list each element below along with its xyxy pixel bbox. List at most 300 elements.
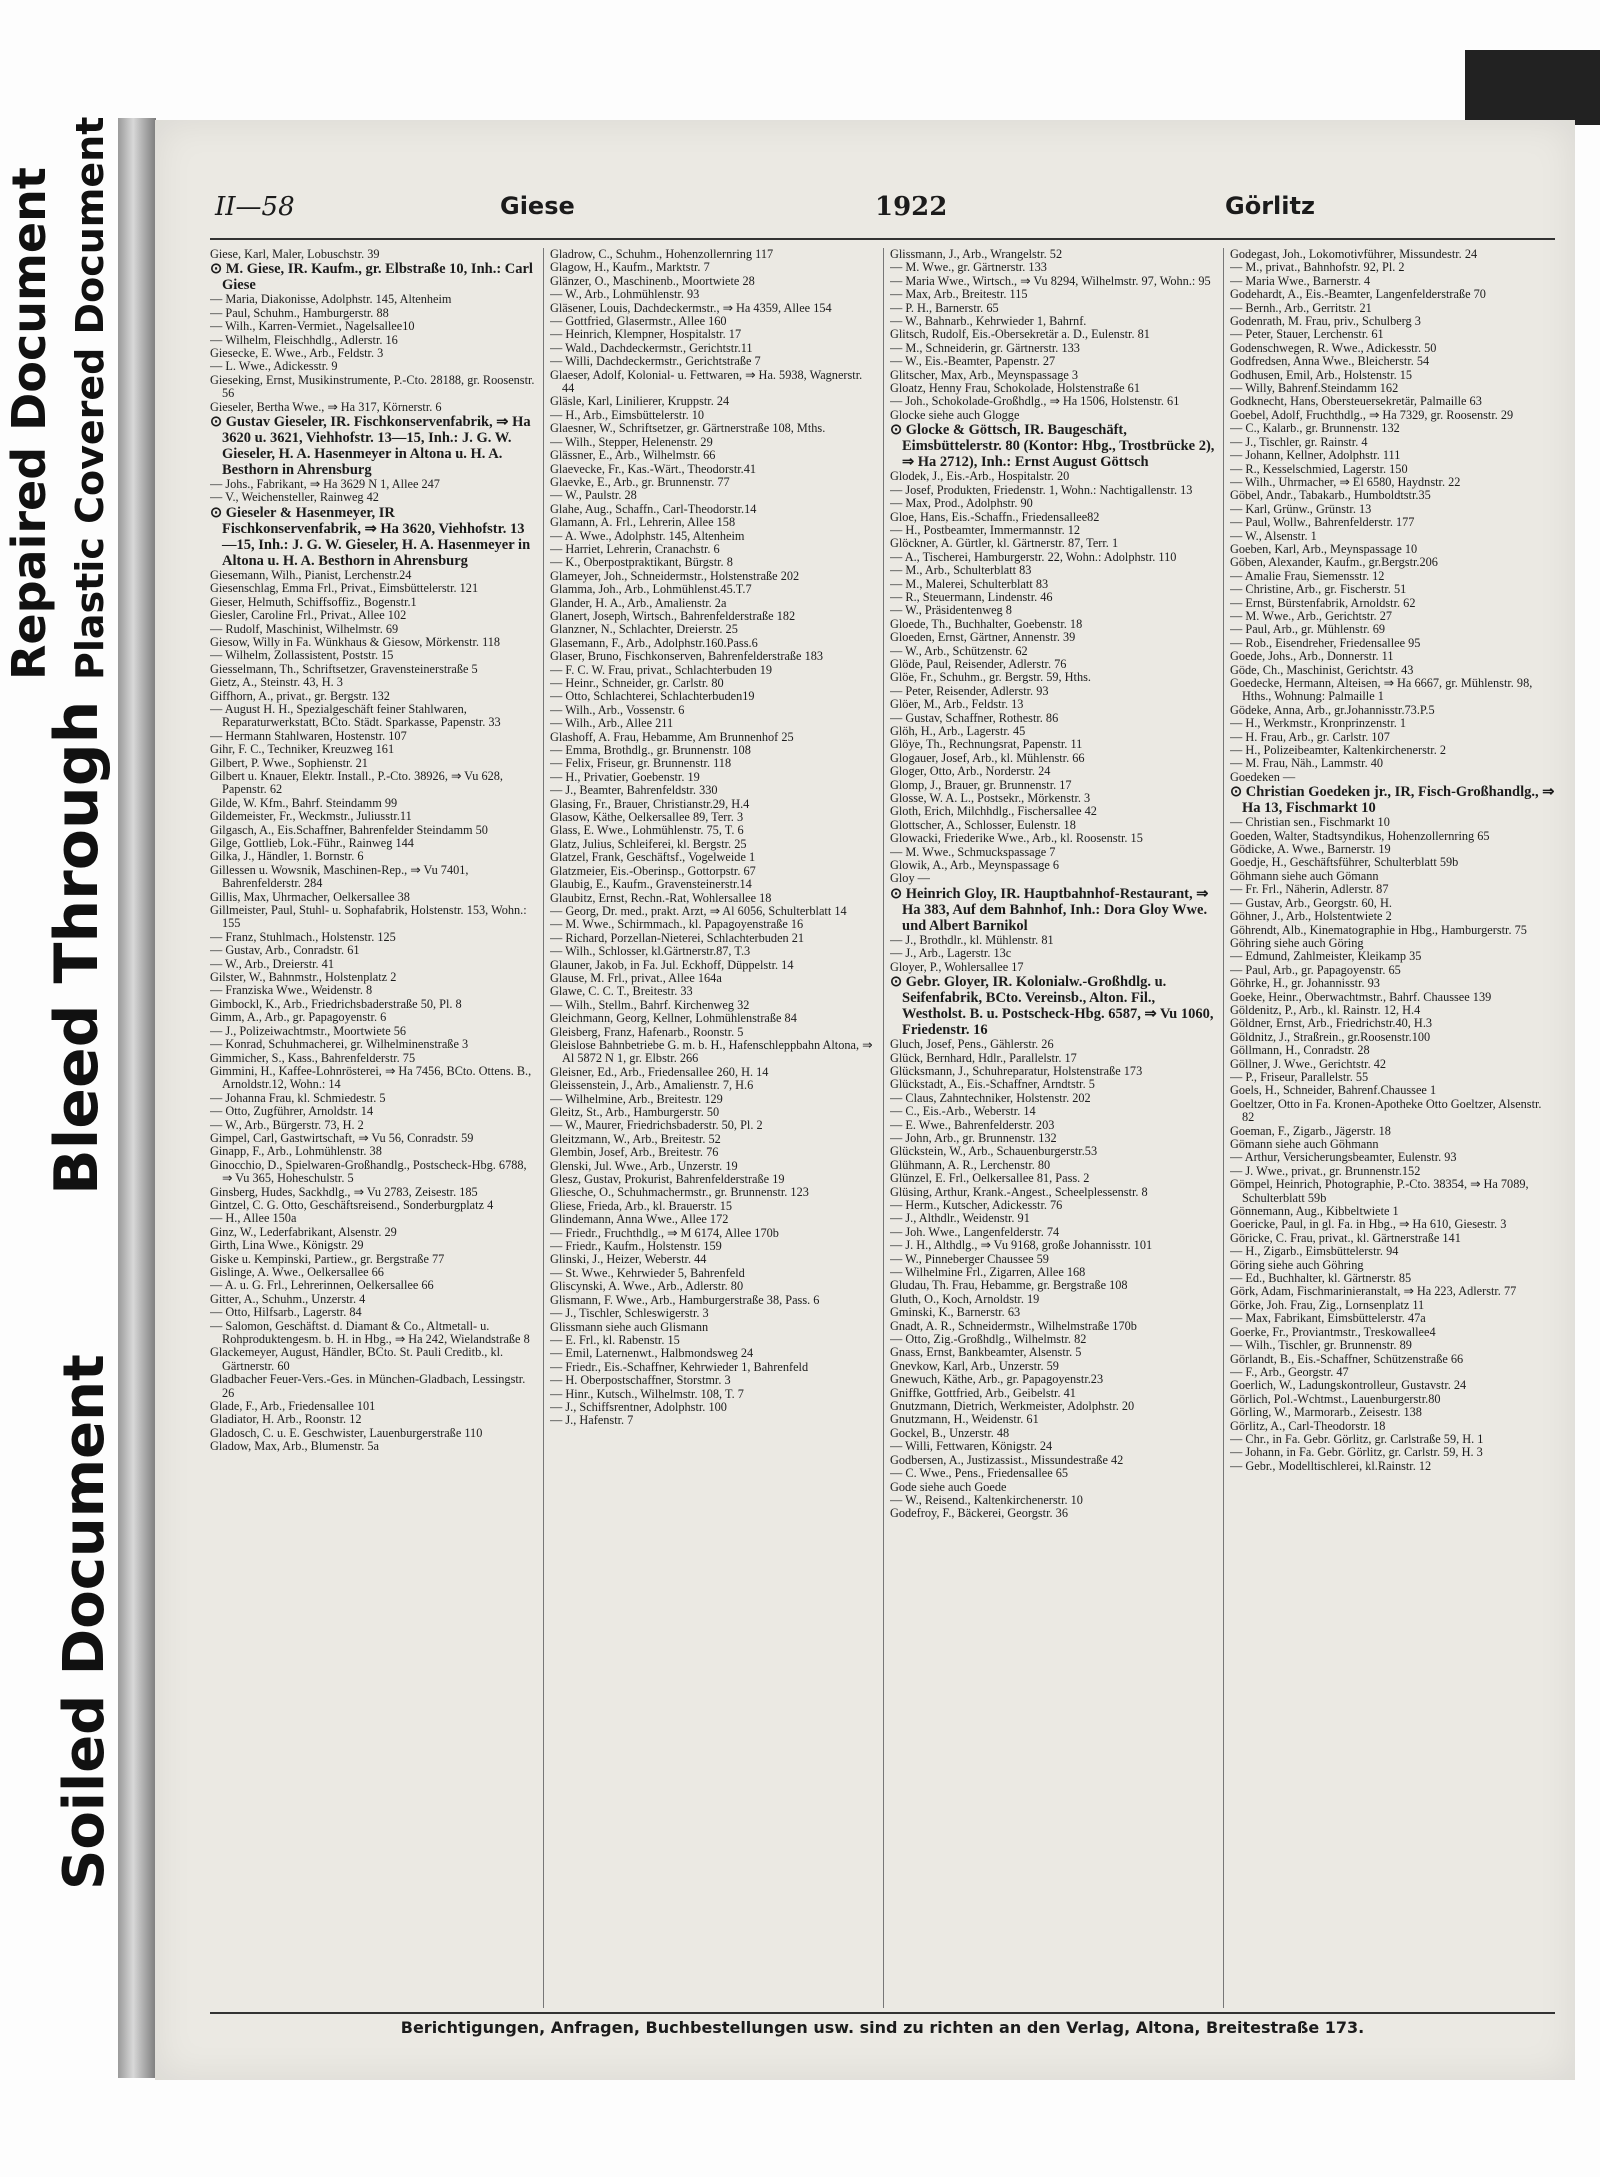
directory-entry: — Peter, Stauer, Lerchenstr. 61 — [1230, 327, 1384, 342]
directory-entry: Giesemann, Wilh., Pianist, Lerchenstr.24 — [210, 567, 412, 582]
directory-entry: — Wilh., Karren-Vermiet., Nagelsallee10 — [210, 319, 415, 334]
directory-entry: Glöye, Th., Rechnungsrat, Papenstr. 11 — [890, 737, 1083, 752]
directory-entry: — K., Oberpostpraktikant, Bürgstr. 8 — [550, 555, 733, 570]
directory-entry: Glinski, J., Heizer, Weberstr. 44 — [550, 1252, 707, 1267]
directory-entry: — Joh., Schokolade-Großhdlg., ⇒ Ha 1506, Holstenstr. 61 — [890, 394, 1180, 409]
directory-entry: — Gustav, Arb., Georgstr. 60, H. — [1230, 895, 1392, 910]
directory-entry: Gnutzmann, H., Weidenstr. 61 — [890, 1412, 1039, 1427]
directory-entry: — Konrad, Schuhmacherei, gr. Wilhelminenstraße 3 — [210, 1037, 469, 1052]
directory-entry: — W., Arb., Dreierstr. 41 — [210, 956, 334, 971]
directory-entry: Göring siehe auch Göhring — [1230, 1257, 1364, 1272]
directory-entry: — Claus, Zahntechniker, Holstenstr. 202 — [890, 1090, 1091, 1105]
directory-entry: Gleitzmann, W., Arb., Breitestr. 52 — [550, 1131, 721, 1146]
directory-entry: — H., Allee 150a — [210, 1211, 297, 1226]
directory-entry: Glaubitz, Ernst, Rechn.-Rat, Wohlersallee 18 — [550, 890, 772, 905]
directory-entry: Godfredsen, Anna Wwe., Bleicherstr. 54 — [1230, 354, 1430, 369]
directory-entry: Göhmann siehe auch Gömann — [1230, 868, 1379, 883]
directory-entry: — Johann, Kellner, Adolphstr. 111 — [1230, 448, 1401, 463]
directory-entry: Glaevecke, Fr., Kas.-Wärt., Theodorstr.41 — [550, 461, 757, 476]
directory-entry: Gintzel, C. G. Otto, Geschäftsreisend., Sonderburgplatz 4 — [210, 1197, 494, 1212]
directory-entry: — August H. H., Spezialgeschäft feiner Stahlwaren, Reparaturwerkstatt, BCto. Städt. Sparkasse, Papenstr. 33 — [210, 701, 501, 730]
directory-entry: Godefroy, F., Bäckerei, Georgstr. 36 — [890, 1506, 1068, 1521]
directory-entry: Glaubig, E., Kaufm., Gravensteinerstr.14 — [550, 877, 752, 892]
directory-entry: Gloy — — [890, 871, 930, 886]
directory-entry: Giesecke, E. Wwe., Arb., Feldstr. 3 — [210, 346, 384, 361]
directory-entry: Goeman, F., Zigarb., Jägerstr. 18 — [1230, 1123, 1391, 1138]
directory-entry: — Wilhelm, Fleischhdlg., Adlerstr. 16 — [210, 332, 398, 347]
directory-entry: Gödeke, Anna, Arb., gr.Johannisstr.73.P.5 — [1230, 702, 1435, 717]
directory-entry: — F., Arb., Georgstr. 47 — [1230, 1364, 1349, 1379]
directory-entry: — Heinr., Schneider, gr. Carlstr. 80 — [550, 676, 724, 690]
directory-entry: — Otto, Zugführer, Arnoldstr. 14 — [210, 1104, 374, 1119]
directory-entry: — H. Oberpostschaffner, Storstmr. 3 — [550, 1373, 731, 1388]
directory-entry: Giesenschlag, Emma Frl., Privat., Eimsbüttelerstr. 121 — [210, 581, 479, 596]
directory-entry: Glöer, M., Arb., Feldstr. 13 — [890, 697, 1024, 712]
directory-entry: — Otto, Hilfsarb., Lagerstr. 84 — [210, 1305, 362, 1320]
directory-entry: — W., Präsidentenweg 8 — [890, 603, 1012, 618]
directory-entry: Gildemeister, Fr., Weckmstr., Juliusstr.11 — [210, 809, 412, 824]
scanner-edge — [1465, 50, 1600, 125]
directory-entry: — Willi, Fettwaren, Königstr. 24 — [890, 1439, 1053, 1454]
directory-entry: — Christian sen., Fischmarkt 10 — [1230, 815, 1390, 830]
directory-entry: Glenski, Jul. Wwe., Arb., Unzerstr. 19 — [550, 1158, 738, 1173]
directory-entry: — Paul, Arb., gr. Mühlenstr. 69 — [1230, 622, 1386, 637]
directory-entry: Gminski, K., Barnerstr. 63 — [890, 1305, 1021, 1320]
directory-entry: Gimbockl, K., Arb., Friedrichsbaderstraße 50, Pl. 8 — [210, 996, 462, 1011]
directory-entry: Glosse, W. A. L., Postsekr., Mörkenstr. 3 — [890, 791, 1091, 806]
directory-entry: — J., Tischler, gr. Rainstr. 4 — [1230, 434, 1368, 449]
directory-entry: Glanert, Joseph, Wirtsch., Bahrenfelderstraße 182 — [550, 608, 796, 623]
directory-entry: — F. C. W. Frau, privat., Schlachterbuden 19 — [550, 662, 773, 677]
directory-entry: Gilbert, P. Wwe., Sophienstr. 21 — [210, 755, 368, 770]
directory-entry: Glahe, Aug., Schaffn., Carl-Theodorstr.14 — [550, 501, 757, 516]
directory-entry: Godenrath, M. Frau, priv., Schulberg 3 — [1230, 314, 1421, 329]
directory-entry: — Johanna Frau, kl. Schmiedestr. 5 — [210, 1090, 386, 1105]
directory-entry: Gillis, Max, Uhrmacher, Oelkersallee 38 — [210, 889, 410, 904]
directory-entry: Goeltzer, Otto in Fa. Kronen-Apotheke Otto Goeltzer, Alsenstr. 82 — [1230, 1096, 1542, 1125]
book-spine — [118, 118, 156, 2078]
directory-entry: — Wald., Dachdeckermstr., Gerichtstr.11 — [550, 340, 753, 355]
directory-entry: — W., Bahnarb., Kehrwieder 1, Bahrnf. — [890, 314, 1087, 329]
directory-entry: Glottscher, A., Schlosser, Eulenstr. 18 — [890, 817, 1076, 832]
directory-entry: Goels, H., Schneider, Bahrenf.Chaussee 1 — [1230, 1083, 1437, 1098]
directory-entry: Godbersen, A., Justizassist., Missundestraße 42 — [890, 1452, 1124, 1467]
directory-entry: — H., Polizeibeamter, Kaltenkirchenerstr. 2 — [1230, 743, 1446, 758]
directory-entry: — J., Schiffsrentner, Adolphstr. 100 — [550, 1399, 727, 1414]
directory-entry: — J., Althdlr., Weidenstr. 91 — [890, 1211, 1030, 1226]
directory-entry: Göde, Ch., Maschinist, Gerichtstr. 43 — [1230, 662, 1414, 677]
directory-entry: — St. Wwe., Kehrwieder 5, Bahrenfeld — [550, 1265, 745, 1280]
directory-entry: — A., Tischerei, Hamburgerstr. 22, Wohn.: Adolphstr. 110 — [890, 549, 1177, 564]
directory-entry: — Maria Wwe., Wirtsch., ⇒ Vu 8294, Wilhelmstr. 97, Wohn.: 95 — [890, 273, 1211, 288]
directory-entry: Gilgasch, A., Eis.Schaffner, Bahrenfelder Steindamm 50 — [210, 822, 488, 837]
directory-entry: Glander, H. A., Arb., Amalienstr. 2a — [550, 595, 727, 610]
directory-entry: Ginsberg, Hudes, Sackhdlg., ⇒ Vu 2783, Zeisestr. 185 — [210, 1184, 478, 1199]
directory-entry: — Bernh., Arb., Gerritstr. 21 — [1230, 300, 1372, 315]
directory-entry: Goerlich, W., Ladungskontrolleur, Gustavstr. 24 — [1230, 1378, 1467, 1393]
directory-entry: Gieseking, Ernst, Musikinstrumente, P.-Cto. 28188, gr. Roosenstr. 56 — [210, 372, 535, 401]
directory-entry: — Arthur, Versicherungsbeamter, Eulenstr. 93 — [1230, 1150, 1457, 1165]
directory-entry: — Richard, Porzellan-Nieterei, Schlachterbuden 21 — [550, 930, 805, 945]
directory-entry: Glüsing, Arthur, Krank.-Angest., Scheelplessenstr. 8 — [890, 1184, 1148, 1199]
directory-entry: Glamann, A. Frl., Lehrerin, Allee 158 — [550, 515, 736, 530]
directory-entry: Glameyer, Joh., Schneidermstr., Holstenstraße 202 — [550, 568, 800, 583]
directory-entry: — M., Malerei, Schulterblatt 83 — [890, 576, 1049, 591]
directory-entry: — Wilh., Tischler, gr. Brunnenstr. 89 — [1230, 1338, 1412, 1353]
directory-entry: — Gustav, Schaffner, Rothestr. 86 — [890, 710, 1059, 725]
directory-entry: Gimmicher, S., Kass., Bahrenfelderstr. 75 — [210, 1050, 416, 1065]
directory-entry: Glasing, Fr., Brauer, Christianstr.29, H.4 — [550, 796, 750, 811]
directory-entry: Gloatz, Henny Frau, Schokolade, Holstenstraße 61 — [890, 381, 1140, 396]
directory-entry: Glindemann, Anna Wwe., Allee 172 — [550, 1212, 729, 1227]
directory-entry: Glatzmeier, Eis.-Oberinsp., Gottorpstr. 67 — [550, 863, 756, 878]
directory-entry: Göllner, J. Wwe., Gerichtstr. 42 — [1230, 1056, 1387, 1071]
directory-entry: Glitscher, Max, Arb., Meynspassage 3 — [890, 367, 1079, 382]
directory-entry: — Friedr., Fruchthdlg., ⇒ M 6174, Allee 170b — [550, 1225, 779, 1240]
directory-entry: — Emma, Brothdlg., gr. Brunnenstr. 108 — [550, 743, 751, 758]
directory-entry: Glowacki, Friederike Wwe., Arb., kl. Roosenstr. 15 — [890, 831, 1143, 846]
directory-entry: Göllmann, H., Conradstr. 28 — [1230, 1043, 1370, 1058]
range-end-word: Görlitz — [1225, 192, 1315, 220]
directory-entry: Glöde, Paul, Reisender, Adlerstr. 76 — [890, 656, 1067, 671]
directory-entry: — H., Arb., Eimsbüttelerstr. 10 — [550, 407, 705, 422]
column-divider — [1223, 248, 1224, 2008]
directory-entry: Gladrow, C., Schuhm., Hohenzollernring 117 — [550, 248, 774, 261]
column-divider — [883, 248, 884, 2008]
directory-entry: — M. Wwe., Arb., Gerichtstr. 27 — [1230, 608, 1393, 623]
directory-entry: Ginapp, F., Arb., Lohmühlenstr. 38 — [210, 1144, 382, 1159]
directory-entry: — Paul, Arb., gr. Papagoyenstr. 65 — [1230, 962, 1401, 977]
directory-entry: Giske u. Kempinski, Partiew., gr. Bergstraße 77 — [210, 1251, 445, 1266]
edition-year: 1922 — [875, 192, 948, 222]
directory-entry: Glogauer, Josef, Arb., kl. Mühlenstr. 66 — [890, 750, 1085, 765]
directory-entry: Glembin, Josef, Arb., Breitestr. 76 — [550, 1145, 719, 1160]
directory-entry: Görlitz, A., Carl-Theodorstr. 18 — [1230, 1418, 1386, 1433]
directory-entry: — A. Wwe., Adolphstr. 145, Altenheim — [550, 528, 745, 543]
directory-entry: Gladow, Max, Arb., Blumenstr. 5a — [210, 1439, 379, 1454]
directory-entry: — Max, Fabrikant, Eimsbüttelerstr. 47a — [1230, 1311, 1426, 1326]
directory-column-1 — [210, 248, 535, 2008]
directory-entry: Glöe, Fr., Schuhm., gr. Bergstr. 59, Hths. — [890, 670, 1091, 685]
directory-entry: — J., Tischler, Schleswigerstr. 3 — [550, 1306, 709, 1321]
directory-entry: Gnevkow, Karl, Arb., Unzerstr. 59 — [890, 1358, 1059, 1373]
directory-entry: Gleisberg, Franz, Hafenarb., Roonstr. 5 — [550, 1024, 744, 1039]
directory-entry: Görling, W., Marmorarb., Zeisestr. 138 — [1230, 1405, 1422, 1420]
directory-entry: Glissmann siehe auch Glismann — [550, 1319, 709, 1334]
label-bleed-through: Bleed Through — [42, 700, 112, 1195]
directory-entry: Göldenitz, P., Arb., kl. Rainstr. 12, H.4 — [1230, 1002, 1421, 1017]
directory-entry: — John, Arb., gr. Brunnenstr. 132 — [890, 1130, 1057, 1145]
directory-entry: Glade, F., Arb., Friedensallee 101 — [210, 1399, 376, 1414]
directory-entry: — W., Alsenstr. 1 — [1230, 528, 1317, 543]
directory-entry: Glaeser, Adolf, Kolonial- u. Fettwaren, ⇒ Ha. 5938, Wagnerstr. 44 — [550, 367, 863, 396]
directory-entry: Göhner, J., Arb., Holstentwiete 2 — [1230, 909, 1392, 924]
directory-entry: — Friedr., Kaufm., Holstenstr. 159 — [550, 1239, 722, 1254]
directory-entry: Godenschwegen, R. Wwe., Adickesstr. 50 — [1230, 340, 1437, 355]
directory-entry: Gladbacher Feuer-Vers.-Ges. in München-Gladbach, Lessingstr. 26 — [210, 1372, 526, 1400]
directory-column-2 — [550, 248, 875, 2008]
directory-entry: Glitsch, Rudolf, Eis.-Obersekretär a. D., Eulenstr. 81 — [890, 327, 1150, 342]
directory-entry: Gluth, O., Koch, Arnoldstr. 19 — [890, 1291, 1040, 1306]
directory-entry: — Wilh., Schlosser, kl.Gärtnerstr.87, T.3 — [550, 944, 751, 959]
label-soiled-document: Soiled Document — [52, 1354, 117, 1890]
directory-entry: — Otto, Schlachterei, Schlachterbuden19 — [550, 689, 755, 704]
directory-entry: Glamma, Joh., Arb., Lohmühlenst.45.T.7 — [550, 582, 752, 597]
directory-entry: Göhrke, H., gr. Johannisstr. 93 — [1230, 976, 1380, 991]
directory-entry: — Paul, Wollw., Bahrenfelderstr. 177 — [1230, 515, 1415, 530]
directory-entry: Görk, Adam, Fischmarinieranstalt, ⇒ Ha 223, Adlerstr. 77 — [1230, 1284, 1517, 1299]
directory-entry: — W., Pinneberger Chaussee 59 — [890, 1251, 1049, 1266]
directory-entry: Glänzer, O., Maschinenb., Moortwiete 28 — [550, 273, 755, 288]
directory-entry: — M. Wwe., Schmuckspassage 7 — [890, 844, 1056, 859]
directory-entry: Goedecke, Hermann, Alteisen, ⇒ Ha 6667, gr. Mühlenstr. 98, Hths., Wohnung: Palmaille 1 — [1230, 676, 1533, 704]
directory-entry: — Gustav, Arb., Conradstr. 61 — [210, 943, 360, 958]
directory-entry: Glocke siehe auch Glogge — [890, 407, 1020, 422]
directory-entry: — Wilh., Stepper, Helenenstr. 29 — [550, 434, 713, 449]
directory-entry: — Herm., Kutscher, Adickesstr. 76 — [890, 1197, 1063, 1212]
directory-entry: — Wilhelmine, Arb., Breitestr. 129 — [550, 1091, 723, 1106]
directory-entry: Gödicke, A. Wwe., Barnerstr. 19 — [1230, 842, 1391, 857]
directory-entry: — Heinrich, Klempner, Hospitalstr. 17 — [550, 327, 742, 342]
directory-entry: — Wilhelm, Zollassistent, Poststr. 15 — [210, 648, 394, 663]
directory-entry: — Amalie Frau, Siemensstr. 12 — [1230, 568, 1385, 583]
directory-entry: Glodek, J., Eis.-Arb., Hospitalstr. 20 — [890, 469, 1070, 484]
directory-entry: Goeben, Karl, Arb., Meynspassage 10 — [1230, 541, 1418, 556]
directory-entry: Gloede, Th., Buchhalter, Goebenstr. 18 — [890, 616, 1083, 631]
directory-entry: — J., Beamter, Bahrenfeldstr. 330 — [550, 783, 718, 798]
directory-entry: — H., Privatier, Goebenstr. 19 — [550, 769, 700, 784]
directory-entry: — Chr., in Fa. Gebr. Görlitz, gr. Carlstraße 59, H. 1 — [1230, 1431, 1484, 1446]
directory-entry: Gilge, Gottlieb, Lok.-Führ., Rainweg 144 — [210, 836, 414, 850]
directory-entry: Godhusen, Emil, Arb., Holstenstr. 15 — [1230, 367, 1413, 382]
directory-entry: — Georg, Dr. med., prakt. Arzt, ⇒ Al 6056, Schulterblatt 14 — [550, 903, 847, 918]
directory-entry: Goeden, Walter, Stadtsyndikus, Hohenzollernring 65 — [1230, 828, 1490, 843]
directory-entry: — Wilh., Stellm., Bahrf. Kirchenweg 32 — [550, 997, 750, 1012]
directory-entry: — Maria Wwe., Barnerstr. 4 — [1230, 273, 1371, 288]
directory-entry: Göben, Alexander, Kaufm., gr.Bergstr.206 — [1230, 555, 1438, 570]
directory-entry: ⊙ Gustav Gieseler, IR. Fischkonservenfabrik, ⇒ Ha 3620 u. 3621, Viehhofstr. 13—15, Inh.: J. G. W. Gieseler, H. A. Hasenmeyer in Altona u. H. A. Besthorn in Ahrensburg — [210, 414, 531, 479]
directory-entry: Gimpel, Carl, Gastwirtschaft, ⇒ Vu 56, Conradstr. 59 — [210, 1130, 474, 1145]
directory-entry: Gitter, A., Schuhm., Unzerstr. 4 — [210, 1291, 366, 1306]
directory-entry: — M. Wwe., gr. Gärtnerstr. 133 — [890, 260, 1047, 275]
directory-entry: Glasemann, F., Arb., Adolphstr.160.Pass.6 — [550, 635, 758, 650]
directory-entry: Giese, Karl, Maler, Lobuschstr. 39 — [210, 248, 380, 261]
range-start-word: Giese — [500, 192, 575, 220]
directory-entry: ⊙ Heinrich Gloy, IR. Hauptbahnhof-Restaurant, ⇒ Ha 383, Auf dem Bahnhof, Inh.: Dora Gloy Wwe. und Albert Barnikol — [890, 885, 1209, 934]
directory-entry: — Johs., Fabrikant, ⇒ Ha 3629 N 1, Allee 247 — [210, 477, 440, 492]
directory-entry: — Friedr., Eis.-Schaffner, Kehrwieder 1, Bahrenfeld — [550, 1359, 809, 1374]
directory-entry: — Maria, Diakonisse, Adolphstr. 145, Altenheim — [210, 292, 452, 307]
directory-entry: Giesselmann, Th., Schriftsetzer, Gravensteinerstraße 5 — [210, 661, 478, 676]
directory-entry: — Max, Arb., Breitestr. 115 — [890, 287, 1028, 302]
directory-entry: — M., Arb., Schulterblatt 83 — [890, 563, 1032, 578]
directory-entry: — Peter, Reisender, Adlerstr. 93 — [890, 683, 1049, 698]
directory-entry: — Edmund, Zahlmeister, Kleikamp 35 — [1230, 949, 1422, 964]
directory-entry: Göldnitz, J., Straßrein., gr.Roosenstr.100 — [1230, 1029, 1431, 1044]
directory-entry: Gieser, Helmuth, Schiffsoffiz., Bogenstr.1 — [210, 594, 417, 609]
directory-entry: — J., Polizeiwachtmstr., Moortwiete 56 — [210, 1023, 407, 1038]
directory-entry: ⊙ Gieseler & Hasenmeyer, IR Fischkonservenfabrik, ⇒ Ha 3620, Viehhofstr. 13—15, Inh.: J. G. W. Gieseler, H. A. Hasenmeyer in Altona u. H. A. Besthorn in Ahrensburg — [210, 504, 531, 569]
directory-entry: Gliesche, O., Schuhmachermstr., gr. Brunnenstr. 123 — [550, 1185, 809, 1200]
directory-entry: — Rob., Eisendreher, Friedensallee 95 — [1230, 635, 1421, 650]
directory-entry: Glatzel, Frank, Geschäftsf., Vogelweide 1 — [550, 850, 756, 865]
directory-entry: Gläsener, Louis, Dachdeckermstr., ⇒ Ha 4359, Allee 154 — [550, 300, 832, 315]
directory-entry: Gleislose Bahnbetriebe G. m. b. H., Hafenschleppbahn Altona, ⇒ Al 5872 N 1, gr. Elbstr. 266 — [550, 1037, 873, 1066]
directory-entry: — M., Schneiderin, gr. Gärtnerstr. 133 — [890, 340, 1080, 355]
directory-entry: Gislinge, A. Wwe., Oelkersallee 66 — [210, 1265, 384, 1279]
directory-entry: Glässner, E., Arb., Wilhelmstr. 66 — [550, 448, 716, 463]
directory-entry: Glanzner, N., Schlachter, Dreierstr. 25 — [550, 622, 738, 637]
directory-entry: Gleitz, St., Arb., Hamburgerstr. 50 — [550, 1105, 720, 1119]
page-footer-notice: Berichtigungen, Anfragen, Buchbestellungen usw. sind zu richten an den Verlag, Altona, Breitestraße 173. — [400, 2018, 1365, 2037]
directory-entry: — R., Steuermann, Lindenstr. 46 — [890, 589, 1053, 604]
directory-entry: — Franziska Wwe., Weidenstr. 8 — [210, 983, 373, 998]
directory-entry: — Willi, Dachdeckermstr., Gerichtstraße 7 — [550, 354, 761, 369]
directory-entry: Goedje, H., Geschäftsführer, Schulterblatt 59b — [1230, 855, 1459, 870]
directory-columns — [210, 248, 1555, 2008]
directory-entry: Gluch, Josef, Pens., Gählerstr. 26 — [890, 1037, 1054, 1052]
directory-entry: Görke, Joh. Frau, Zig., Lornsenplatz 11 — [1230, 1297, 1425, 1312]
directory-entry: Giffhorn, A., privat., gr. Bergstr. 132 — [210, 688, 390, 703]
label-repaired-document: Repaired Document — [2, 167, 56, 680]
directory-entry: — W., Arb., Bürgerstr. 73, H. 2 — [210, 1117, 364, 1132]
directory-entry: Glaesner, W., Schriftsetzer, gr. Gärtnerstraße 108, Mths. — [550, 421, 826, 436]
directory-entry: Gimmini, H., Kaffee-Lohnrösterei, ⇒ Ha 7456, BCto. Ottens. B., Arnoldstr.12, Wohn.: 14 — [210, 1063, 532, 1092]
directory-entry: — W., Maurer, Friedrichsbaderstr. 50, Pl. 2 — [550, 1118, 763, 1133]
directory-entry: — Fr. Frl., Näherin, Adlerstr. 87 — [1230, 882, 1389, 897]
directory-entry: Gömpel, Heinrich, Photographie, P.-Cto. 38354, ⇒ Ha 7089, Schulterblatt 59b — [1230, 1177, 1529, 1205]
directory-entry: — W., Eis.-Beamter, Papenstr. 27 — [890, 354, 1056, 369]
directory-entry: Glasow, Käthe, Oelkersallee 89, Terr. 3 — [550, 810, 744, 825]
directory-entry: Glück, Bernhard, Hdlr., Parallelstr. 17 — [890, 1050, 1077, 1065]
directory-entry: Glücksmann, J., Schuhreparatur, Holstenstraße 173 — [890, 1063, 1143, 1078]
directory-entry: Gietz, A., Steinstr. 43, H. 3 — [210, 675, 343, 690]
directory-page — [155, 120, 1575, 2080]
directory-entry: — J., Arb., Lagerstr. 13c — [890, 946, 1012, 961]
directory-entry: Glückstein, W., Arb., Schauenburgerstr.53 — [890, 1144, 1098, 1159]
directory-entry: Gloe, Hans, Eis.-Schaffn., Friedensallee82 — [890, 509, 1100, 524]
directory-entry: Gliese, Frieda, Arb., kl. Brauerstr. 15 — [550, 1198, 733, 1213]
page-header — [215, 192, 1560, 232]
directory-column-3 — [890, 248, 1215, 2008]
directory-entry: — Salomon, Geschäftst. d. Diamant & Co., Altmetall- u. Rohproduktengesm. b. H. in Hbg., ⇒ Ha 242, Wielandstraße 8 — [210, 1318, 530, 1347]
directory-entry: — C., Kalarb., gr. Brunnenstr. 132 — [1230, 421, 1400, 436]
directory-entry: — E. Wwe., Bahrenfelderstr. 203 — [890, 1117, 1055, 1132]
directory-entry: Göbel, Andr., Tabakarb., Humboldtstr.35 — [1230, 488, 1431, 503]
directory-entry: Goede, Johs., Arb., Donnerstr. 11 — [1230, 649, 1394, 664]
directory-entry: Ginocchio, D., Spielwaren-Großhandlg., Postscheck-Hbg. 6788, ⇒ Vu 365, Hoheschulstr. 5 — [210, 1157, 527, 1186]
directory-entry: — Ed., Buchhalter, kl. Gärtnerstr. 85 — [1230, 1271, 1412, 1286]
directory-entry: Gönnemann, Aug., Kibbeltwiete 1 — [1230, 1204, 1399, 1219]
directory-entry: — Hinr., Kutsch., Wilhelmstr. 108, T. 7 — [550, 1386, 744, 1401]
directory-entry: — J. Wwe., privat., gr. Brunnenstr.152 — [1230, 1163, 1421, 1178]
directory-entry: — Emil, Laternenwt., Halbmondsweg 24 — [550, 1346, 754, 1361]
directory-entry: Goeke, Heinr., Oberwachtmstr., Bahrf. Chaussee 139 — [1230, 989, 1492, 1004]
directory-entry: Glaser, Bruno, Fischkonserven, Bahrenfelderstraße 183 — [550, 649, 824, 664]
directory-entry: Glashoff, A. Frau, Hebamme, Am Brunnenhof 25 — [550, 729, 794, 744]
directory-entry: — Wilhelmine Frl., Zigarren, Allee 168 — [890, 1265, 1086, 1279]
directory-entry: — Wilh., Uhrmacher, ⇒ El 6580, Haydnstr. 22 — [1230, 474, 1461, 489]
directory-entry: Glass, E. Wwe., Lohmühlenstr. 75, T. 6 — [550, 823, 744, 838]
directory-entry: — J., Hafenstr. 7 — [550, 1413, 634, 1428]
directory-entry: Glünzel, E. Frl., Oelkersallee 81, Pass. 2 — [890, 1171, 1090, 1186]
directory-entry: Gilde, W. Kfm., Bahrf. Steindamm 99 — [210, 795, 398, 810]
directory-entry: — J., Brothdlr., kl. Mühlenstr. 81 — [890, 932, 1054, 947]
directory-entry: Gleisner, Ed., Arb., Friedensallee 260, H. 14 — [550, 1064, 769, 1079]
directory-entry: Göhring siehe auch Göring — [1230, 935, 1364, 950]
directory-entry: — Harriet, Lehrerin, Cranachstr. 6 — [550, 541, 720, 556]
directory-entry: — M. Wwe., Schirmmach., kl. Papagoyenstraße 16 — [550, 917, 804, 932]
page-number: II—58 — [215, 192, 295, 222]
directory-entry: Glückstadt, A., Eis.-Schaffner, Arndtstr. 5 — [890, 1077, 1095, 1092]
directory-entry: Gloger, Otto, Arb., Norderstr. 24 — [890, 764, 1051, 779]
directory-entry: Gladiator, H. Arb., Roonstr. 12 — [210, 1412, 362, 1427]
directory-entry: Gode siehe auch Goede — [890, 1479, 1007, 1494]
directory-entry: Gleissenstein, J., Arb., Amalienstr. 7, H.6 — [550, 1078, 754, 1093]
header-divider — [210, 238, 1555, 240]
directory-entry: Glismann, F. Wwe., Arb., Hamburgerstraße 38, Pass. 6 — [550, 1292, 820, 1307]
directory-entry: — M., privat., Bahnhofstr. 92, Pl. 2 — [1230, 260, 1405, 275]
directory-entry: Glagow, H., Kaufm., Marktstr. 7 — [550, 260, 710, 275]
directory-entry: — H., Postbeamter, Immermannstr. 12 — [890, 522, 1081, 537]
directory-entry: — E. Frl., kl. Rabenstr. 15 — [550, 1332, 680, 1347]
directory-entry: Glawe, C. C. T., Breitestr. 33 — [550, 984, 693, 999]
directory-entry: Gilka, J., Händler, 1. Bornstr. 6 — [210, 849, 364, 864]
directory-entry: — C. Wwe., Pens., Friedensallee 65 — [890, 1466, 1069, 1481]
directory-entry: Gloeden, Ernst, Gärtner, Annenstr. 39 — [890, 630, 1076, 645]
directory-entry: — A. u. G. Frl., Lehrerinnen, Oelkersallee 66 — [210, 1278, 434, 1293]
directory-entry: Glöh, H., Arb., Lagerstr. 45 — [890, 724, 1026, 738]
directory-entry: Gliscynski, A. Wwe., Arb., Adlerstr. 80 — [550, 1279, 744, 1294]
directory-entry: — M. Frau, Näh., Lammstr. 40 — [1230, 756, 1384, 771]
directory-entry: Goedeken — — [1230, 769, 1296, 784]
directory-entry: Glause, M. Frl., privat., Allee 164a — [550, 970, 722, 985]
directory-entry: — W., Paulstr. 28 — [550, 488, 637, 503]
directory-entry: Goericke, Paul, in gl. Fa. in Hbg., ⇒ Ha 610, Giesestr. 3 — [1230, 1217, 1507, 1232]
directory-entry: — W., Arb., Schützenstr. 62 — [890, 643, 1028, 658]
directory-entry: — W., Arb., Lohmühlenstr. 93 — [550, 287, 700, 302]
directory-entry: Godehardt, A., Eis.-Beamter, Langenfelderstraße 70 — [1230, 287, 1486, 302]
directory-entry: Göricke, C. Frau, privat., kl. Gärtnerstraße 141 — [1230, 1230, 1461, 1245]
directory-entry: ⊙ Christian Goedeken jr., IR, Fisch-Großhandlg., ⇒ Ha 13, Fischmarkt 10 — [1230, 784, 1555, 817]
directory-entry: Gleichmann, Georg, Kellner, Lohmühlenstraße 84 — [550, 1011, 797, 1026]
directory-entry: Gimm, A., Arb., gr. Papagoyenstr. 6 — [210, 1010, 387, 1025]
directory-entry: — Felix, Friseur, gr. Brunnenstr. 118 — [550, 756, 732, 771]
directory-entry: Gladosch, C. u. E. Geschwister, Lauenburgerstraße 110 — [210, 1425, 483, 1440]
directory-entry: — H., Zigarb., Eimsbüttelerstr. 94 — [1230, 1244, 1399, 1259]
directory-column-4 — [1230, 248, 1555, 2008]
directory-entry: — Christine, Arb., gr. Fischerstr. 51 — [1230, 582, 1407, 597]
directory-entry: Glissmann, J., Arb., Wrangelstr. 52 — [890, 248, 1063, 261]
directory-entry: Gilster, W., Bahnmstr., Holstenplatz 2 — [210, 970, 397, 985]
directory-entry: Glöckner, A. Gürtler, kl. Gärtnerstr. 87, Terr. 1 — [890, 536, 1119, 551]
directory-entry: — P., Friseur, Parallelstr. 55 — [1230, 1069, 1369, 1084]
directory-entry: Glomp, J., Brauer, gr. Brunnenstr. 17 — [890, 777, 1072, 792]
directory-entry: — R., Kesselschmied, Lagerstr. 150 — [1230, 461, 1408, 476]
directory-entry: — Wilh., Arb., Vossenstr. 6 — [550, 702, 685, 717]
directory-entry: — Ernst, Bürstenfabrik, Arnoldstr. 62 — [1230, 595, 1416, 610]
label-plastic-covered-document: Plastic Covered Document — [68, 116, 112, 680]
directory-entry: — Johann, in Fa. Gebr. Görlitz, gr. Carlstr. 59, H. 3 — [1230, 1445, 1483, 1460]
directory-entry: Görlandt, B., Eis.-Schaffner, Schützenstraße 66 — [1230, 1351, 1464, 1366]
directory-entry: — C., Eis.-Arb., Weberstr. 14 — [890, 1104, 1036, 1119]
directory-entry: Glauner, Jakob, in Fa. Jul. Eckhoff, Düppelstr. 14 — [550, 957, 794, 972]
directory-entry: ⊙ Glocke & Göttsch, IR. Baugeschäft, Eimsbüttelerstr. 80 (Kontor: Hbg., Trostbrücke 2), ⇒ Ha 2712), Inh.: Ernst August Göttsch — [890, 422, 1215, 471]
directory-entry: Glackemeyer, August, Händler, BCto. St. Pauli Creditb., kl. Gärtnerstr. 60 — [210, 1345, 504, 1373]
directory-entry: Gloth, Erich, Milchhdlg., Fischersallee 42 — [890, 804, 1097, 819]
directory-entry: Gieseler, Bertha Wwe., ⇒ Ha 317, Körnerstr. 6 — [210, 399, 442, 414]
directory-entry: Godegast, Joh., Lokomotivführer, Missundestr. 24 — [1230, 248, 1478, 261]
